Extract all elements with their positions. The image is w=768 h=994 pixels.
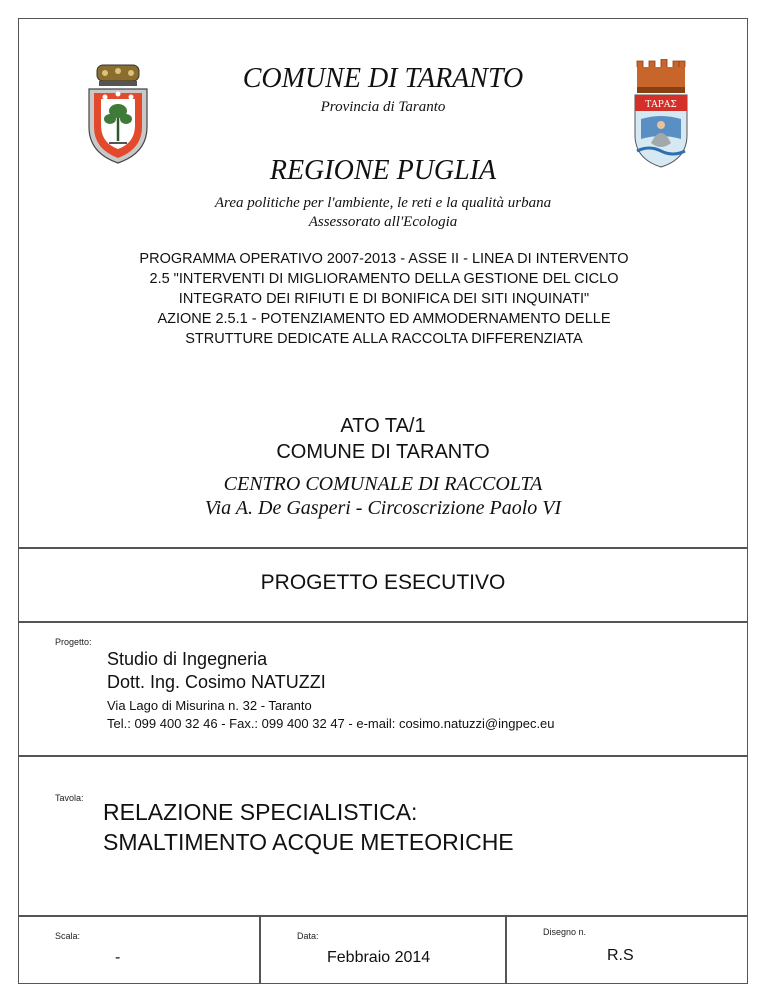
studio-address: Via Lago di Misurina n. 32 - Taranto (107, 698, 312, 713)
ato-code: ATO TA/1 (340, 415, 426, 437)
disegno-label: Disegno n. (543, 927, 587, 937)
area-line: Area politiche per l'ambiente, le reti e la qualità urbana (214, 195, 552, 211)
disegno-cell (506, 916, 748, 984)
data-label: Data: (297, 931, 319, 941)
via-address: Via A. De Gasperi - Circoscrizione Paolo VI (204, 497, 562, 519)
regione-title: REGIONE PUGLIA (269, 155, 497, 186)
studio-contacts: Tel.: 099 400 32 46 - Fax.: 099 400 32 47 - e-mail: cosimo.natuzzi@ingpec.eu (107, 716, 555, 731)
disegno-value: R.S (607, 947, 634, 964)
tavola-title-line1: RELAZIONE SPECIALISTICA: (103, 799, 418, 825)
tavola-label: Tavola: (55, 793, 84, 803)
programma-line: INTEGRATO DEI RIFIUTI E DI BONIFICA DEI SITI INQUINATI" (178, 291, 590, 307)
scala-value: - (115, 949, 121, 966)
studio-name: Studio di Ingegneria (107, 649, 268, 669)
comune-title: COMUNE DI TARANTO (242, 63, 524, 94)
programma-block (19, 249, 749, 349)
programma-line: 2.5 "INTERVENTI DI MIGLIORAMENTO DELLA GESTIONE DEL CICLO (149, 271, 619, 287)
header-box (18, 18, 748, 548)
tavola-title-line2: SMALTIMENTO ACQUE METEORICHE (103, 829, 514, 855)
data-cell (260, 916, 506, 984)
programma-line: PROGRAMMA OPERATIVO 2007-2013 - ASSE II - LINEA DI INTERVENTO (139, 251, 629, 267)
progetto-esecutivo-box (18, 548, 748, 622)
scala-label: Scala: (55, 931, 81, 941)
progetto-box (18, 622, 748, 756)
scala-cell (18, 916, 260, 984)
tavola-box (18, 756, 748, 916)
progetto-esecutivo-title: PROGETTO ESECUTIVO (260, 571, 506, 594)
programma-line: AZIONE 2.5.1 - POTENZIAMENTO ED AMMODERNAMENTO DELLE (157, 311, 611, 327)
ato-comune: COMUNE DI TARANTO (276, 441, 490, 463)
programma-line: STRUTTURE DEDICATE ALLA RACCOLTA DIFFERENZIATA (185, 331, 583, 347)
crest-inscription: ΤΑΡΑΣ (645, 100, 677, 110)
assessorato-line: Assessorato all'Ecologia (308, 214, 458, 230)
data-value: Febbraio 2014 (327, 949, 431, 966)
centro-raccolta: CENTRO COMUNALE DI RACCOLTA (223, 473, 543, 495)
progetto-label: Progetto: (55, 637, 92, 647)
provincia-subtitle: Provincia di Taranto (320, 99, 446, 115)
engineer-name: Dott. Ing. Cosimo NATUZZI (107, 672, 326, 692)
